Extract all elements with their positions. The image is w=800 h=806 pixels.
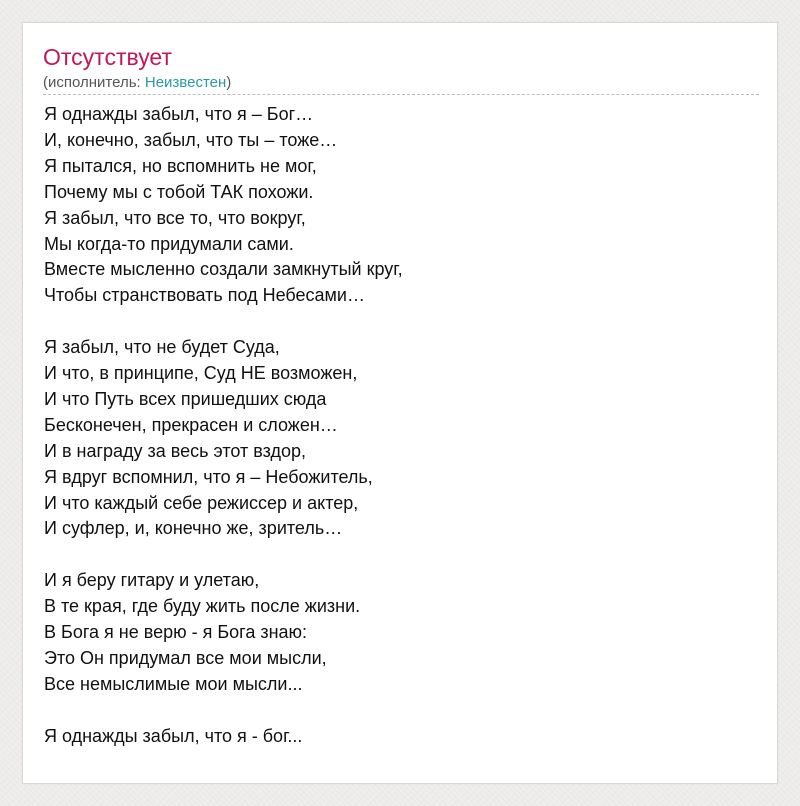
- lyric-line: И что, в принципе, Суд НЕ возможен,: [44, 363, 358, 384]
- stanza: [44, 724, 760, 750]
- lyric-line: В Бога я не верю - я Бога знаю:: [44, 622, 308, 643]
- artist-prefix: (исполнитель:: [43, 74, 145, 91]
- lyrics-card: [22, 22, 778, 784]
- lyric-line: Вместе мысленно создали замкнутый круг,: [44, 259, 403, 280]
- lyric-line: И я беру гитару и улетаю,: [44, 570, 260, 591]
- lyric-line: Я однажды забыл, что я – Бог…: [44, 104, 314, 124]
- lyric-line: Я однажды забыл, что я - бог...: [44, 725, 303, 746]
- lyrics-text: [44, 102, 760, 750]
- stanza: [44, 102, 760, 309]
- lyric-line: И в награду за весь этот вздор,: [44, 440, 306, 461]
- lyric-line: И что каждый себе режиссер и актер,: [44, 492, 359, 513]
- lyric-line: Я вдруг вспомнил, что я – Небожитель,: [44, 466, 373, 487]
- lyric-line: И что Путь всех пришедших сюда: [44, 388, 327, 409]
- lyric-line: И суфлер, и, конечно же, зритель…: [44, 518, 343, 539]
- lyric-line: Почему мы с тобой ТАК похожи.: [44, 181, 314, 202]
- lyric-line: В те края, где буду жить после жизни.: [44, 596, 361, 617]
- lyric-line: Я забыл, что все то, что вокруг,: [44, 207, 306, 228]
- lyric-line: Мы когда-то придумали сами.: [44, 233, 294, 254]
- lyric-line: Я пытался, но вспомнить не мог,: [44, 155, 317, 176]
- lyric-line: Все немыслимые мои мысли...: [44, 673, 303, 694]
- stanza: [44, 335, 760, 542]
- artist-suffix: ): [226, 74, 232, 91]
- artist-line: [43, 73, 231, 93]
- lyric-line: Это Он придумал все мои мысли,: [44, 648, 327, 668]
- lyric-line: Чтобы странствовать под Небесами…: [44, 285, 365, 306]
- stanza: [44, 568, 760, 698]
- song-title: Отсутствует: [43, 44, 172, 70]
- dashed-divider: [43, 94, 759, 95]
- lyric-line: Бесконечен, прекрасен и сложен…: [44, 414, 338, 435]
- lyric-line: И, конечно, забыл, что ты – тоже…: [44, 129, 338, 150]
- lyric-line: Я забыл, что не будет Суда,: [44, 337, 280, 358]
- artist-link[interactable]: Неизвестен: [144, 74, 227, 91]
